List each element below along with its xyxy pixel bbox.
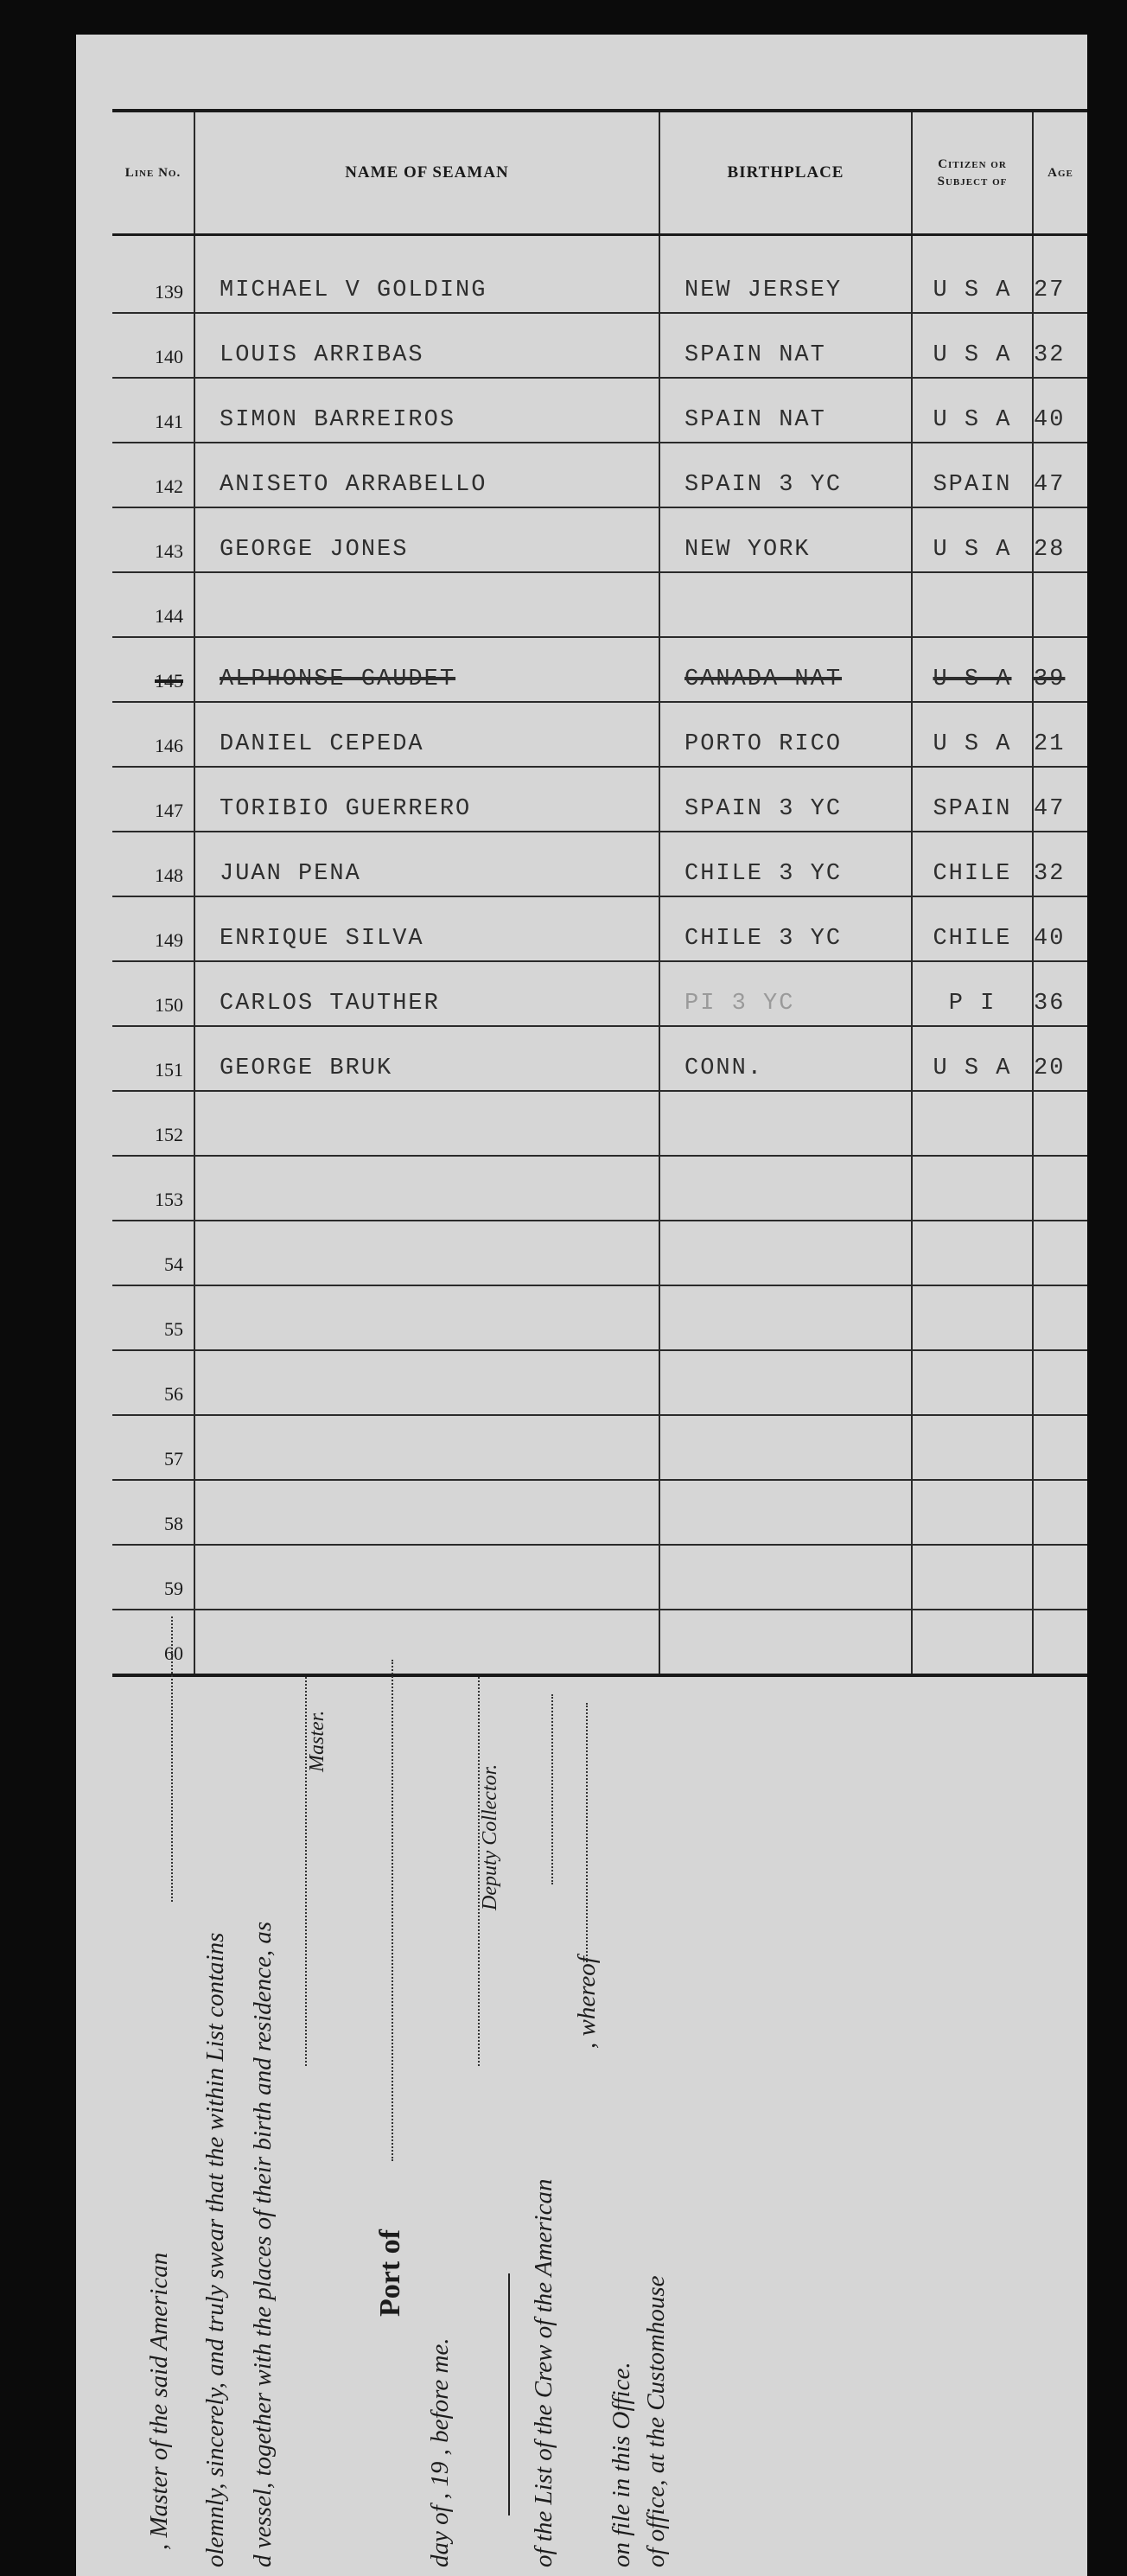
table-row <box>112 1285 1087 1350</box>
age-cell <box>1033 1221 1087 1285</box>
age-cell: 36 <box>1033 961 1087 1026</box>
citizenship-cell: U S A <box>912 637 1033 702</box>
citizenship-cell <box>912 1285 1033 1350</box>
master-label: Master. <box>306 1710 328 1772</box>
table-body <box>112 235 1087 1676</box>
line-number-cell: 152 <box>112 1091 194 1156</box>
line-number-cell: 142 <box>112 443 194 507</box>
birthplace-cell <box>659 1350 912 1415</box>
seaman-name-cell <box>194 1285 659 1350</box>
age-cell <box>1033 1285 1087 1350</box>
birthplace-cell <box>659 1480 912 1545</box>
vessel-name-blank <box>551 1694 553 1884</box>
line-number-cell: 141 <box>112 378 194 443</box>
table-row <box>112 832 1087 896</box>
line-number-cell: 150 <box>112 961 194 1026</box>
age-cell: 32 <box>1033 832 1087 896</box>
citizenship-cell <box>912 1221 1033 1285</box>
line-number-cell: 149 <box>112 896 194 961</box>
birthplace-cell <box>659 1091 912 1156</box>
line-number-cell: 146 <box>112 702 194 767</box>
line-number-cell: 145 <box>112 637 194 702</box>
seaman-name-cell: TORIBIO GUERRERO <box>194 767 659 832</box>
on-file-line: on file in this Office. <box>608 2362 635 2567</box>
table-row <box>112 572 1087 637</box>
table-row <box>112 235 1087 314</box>
age-cell <box>1033 1415 1087 1480</box>
whereof-blank <box>586 1703 588 1962</box>
birthplace-cell <box>659 1156 912 1221</box>
table-row <box>112 1415 1087 1480</box>
line-number-cell: 60 <box>112 1610 194 1675</box>
table-row <box>112 1026 1087 1091</box>
citizenship-cell: U S A <box>912 235 1033 314</box>
birthplace-cell: NEW JERSEY <box>659 235 912 314</box>
seaman-name-cell: ENRIQUE SILVA <box>194 896 659 961</box>
table-row <box>112 961 1087 1026</box>
birthplace-cell <box>659 572 912 637</box>
age-cell: 20 <box>1033 1026 1087 1091</box>
citizenship-cell: U S A <box>912 313 1033 378</box>
birthplace-cell: NEW YORK <box>659 507 912 572</box>
citizenship-cell: SPAIN <box>912 443 1033 507</box>
seaman-name-cell <box>194 572 659 637</box>
line-number-cell: 56 <box>112 1350 194 1415</box>
citizenship-cell <box>912 572 1033 637</box>
line-number-cell: 151 <box>112 1026 194 1091</box>
seaman-name-cell <box>194 1480 659 1545</box>
table-row <box>112 1350 1087 1415</box>
table-header-row <box>112 111 1087 235</box>
table-row <box>112 1091 1087 1156</box>
declaration-oath-line: olemnly, sincerely, and truly swear that the within List contains <box>201 1932 229 2567</box>
age-cell <box>1033 1350 1087 1415</box>
age-cell: 28 <box>1033 507 1087 572</box>
declaration-vessel-line: d vessel, together with the places of their birth and residence, as <box>249 1921 277 2567</box>
seaman-name-cell <box>194 1350 659 1415</box>
header-citizen-or-subject: Citizen or Subject of <box>912 111 1033 235</box>
citizenship-cell <box>912 1350 1033 1415</box>
table-row <box>112 1156 1087 1221</box>
line-number-cell: 140 <box>112 313 194 378</box>
line-number-cell: 58 <box>112 1480 194 1545</box>
birthplace-cell: CONN. <box>659 1026 912 1091</box>
table-row <box>112 896 1087 961</box>
age-cell <box>1033 1091 1087 1156</box>
whereof-text: , whereof <box>573 1956 601 2049</box>
table-row <box>112 1221 1087 1285</box>
birthplace-cell: SPAIN NAT <box>659 313 912 378</box>
line-number-cell: 59 <box>112 1545 194 1610</box>
crew-list-sheet <box>76 35 1087 2576</box>
header-name-of-seaman: NAME OF SEAMAN <box>194 111 659 235</box>
table-row <box>112 443 1087 507</box>
line-number-cell: 147 <box>112 767 194 832</box>
age-cell: 40 <box>1033 896 1087 961</box>
birthplace-cell: CHILE 3 YC <box>659 896 912 961</box>
citizenship-cell <box>912 1156 1033 1221</box>
citizenship-cell: CHILE <box>912 832 1033 896</box>
citizenship-cell: U S A <box>912 378 1033 443</box>
crew-table <box>112 109 1087 1677</box>
header-line-no: Line No. <box>112 111 194 235</box>
seaman-name-cell: CARLOS TAUTHER <box>194 961 659 1026</box>
age-cell <box>1033 1156 1087 1221</box>
birthplace-cell: SPAIN 3 YC <box>659 767 912 832</box>
table-row <box>112 507 1087 572</box>
age-cell <box>1033 1480 1087 1545</box>
birthplace-cell <box>659 1415 912 1480</box>
citizenship-cell: CHILE <box>912 896 1033 961</box>
seaman-name-cell: MICHAEL V GOLDING <box>194 235 659 314</box>
line-number-cell: 143 <box>112 507 194 572</box>
citizenship-cell <box>912 1091 1033 1156</box>
day-of-line: day of , 19 , before me. <box>426 2337 454 2567</box>
citizenship-cell: P I <box>912 961 1033 1026</box>
citizenship-cell: SPAIN <box>912 767 1033 832</box>
age-cell: 32 <box>1033 313 1087 378</box>
seaman-name-cell: SIMON BARREIROS <box>194 378 659 443</box>
seaman-name-cell: ALPHONSE GAUDET <box>194 637 659 702</box>
citizenship-cell: U S A <box>912 1026 1033 1091</box>
seaman-name-cell: JUAN PENA <box>194 832 659 896</box>
birthplace-cell: PI 3 YC <box>659 961 912 1026</box>
table-row <box>112 378 1087 443</box>
birthplace-cell: PORTO RICO <box>659 702 912 767</box>
seaman-name-cell: GEORGE JONES <box>194 507 659 572</box>
birthplace-cell: CHILE 3 YC <box>659 832 912 896</box>
citizenship-cell: U S A <box>912 702 1033 767</box>
line-number-cell: 55 <box>112 1285 194 1350</box>
seaman-name-cell <box>194 1415 659 1480</box>
birthplace-cell <box>659 1221 912 1285</box>
crew-list-line: of the List of the Crew of the American <box>530 2178 557 2567</box>
port-blank <box>392 1660 393 2161</box>
birthplace-cell: SPAIN 3 YC <box>659 443 912 507</box>
line-number-cell: 148 <box>112 832 194 896</box>
table-row <box>112 637 1087 702</box>
seaman-name-cell: GEORGE BRUK <box>194 1026 659 1091</box>
age-cell: 47 <box>1033 767 1087 832</box>
seaman-name-cell <box>194 1091 659 1156</box>
line-number-cell: 153 <box>112 1156 194 1221</box>
birthplace-cell: CANADA NAT <box>659 637 912 702</box>
header-birthplace: BIRTHPLACE <box>659 111 912 235</box>
bracket-line <box>508 2273 510 2515</box>
table-row <box>112 702 1087 767</box>
deputy-collector-label: Deputy Collector. <box>479 1763 501 1910</box>
seaman-name-cell: ANISETO ARRABELLO <box>194 443 659 507</box>
age-cell <box>1033 572 1087 637</box>
line-number-cell: 57 <box>112 1415 194 1480</box>
age-cell: 21 <box>1033 702 1087 767</box>
declaration-master-line: , Master of the said American <box>145 2252 173 2550</box>
seaman-name-cell: LOUIS ARRIBAS <box>194 313 659 378</box>
table-row <box>112 767 1087 832</box>
line-number-cell: 144 <box>112 572 194 637</box>
seaman-name-cell <box>194 1221 659 1285</box>
citizenship-cell: U S A <box>912 507 1033 572</box>
seaman-name-cell <box>194 1156 659 1221</box>
birthplace-cell: SPAIN NAT <box>659 378 912 443</box>
line-number-cell: 54 <box>112 1221 194 1285</box>
age-cell: 47 <box>1033 443 1087 507</box>
declaration-block <box>145 1565 1087 2576</box>
age-cell: 39 <box>1033 637 1087 702</box>
table-row <box>112 1480 1087 1545</box>
office-line: of office, at the Customhouse <box>642 2275 670 2567</box>
port-of-label: Port of <box>374 2228 406 2317</box>
table-row <box>112 313 1087 378</box>
citizenship-cell <box>912 1415 1033 1480</box>
line-number-cell: 139 <box>112 235 194 314</box>
master-name-blank <box>171 1616 173 1902</box>
seaman-name-cell: DANIEL CEPEDA <box>194 702 659 767</box>
citizenship-cell <box>912 1480 1033 1545</box>
birthplace-cell <box>659 1285 912 1350</box>
header-age: Age <box>1033 111 1087 235</box>
age-cell: 40 <box>1033 378 1087 443</box>
age-cell: 27 <box>1033 235 1087 314</box>
